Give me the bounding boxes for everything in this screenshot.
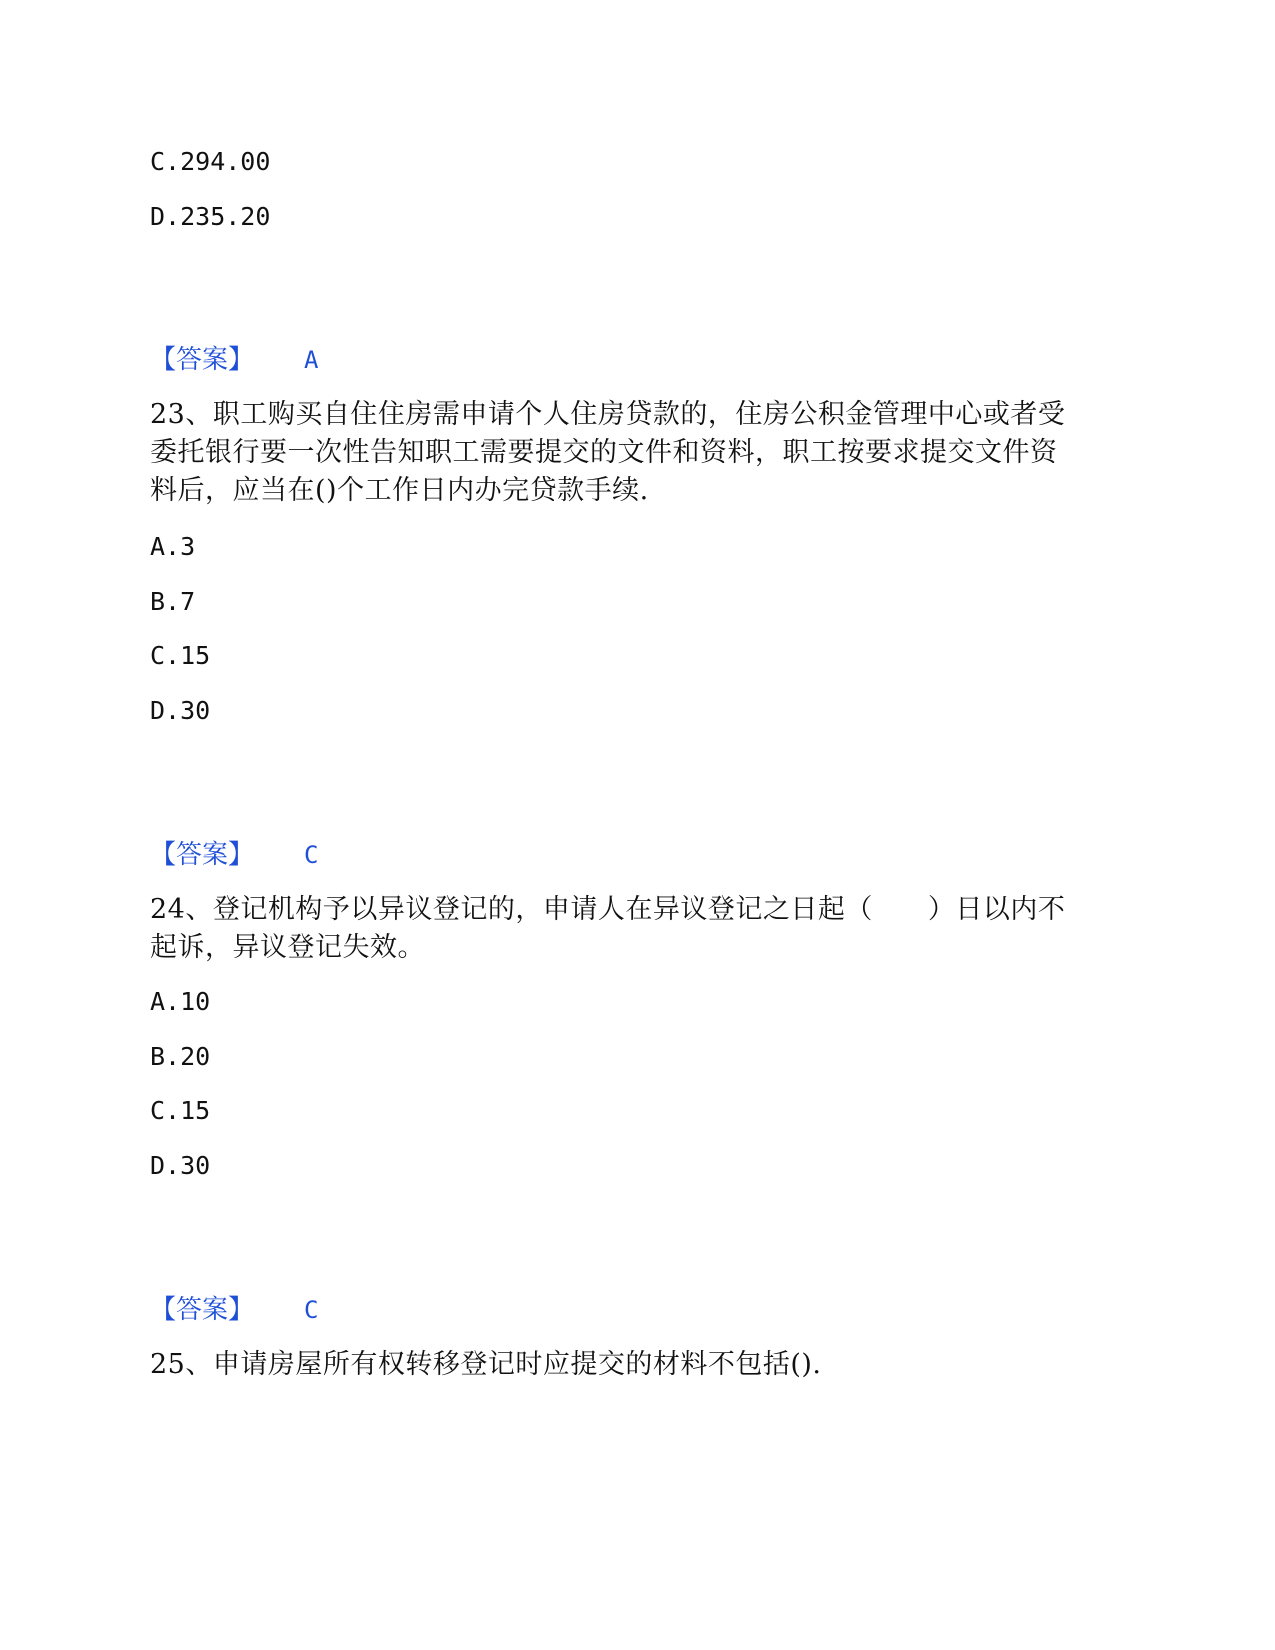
option-c: C.15 [150, 1096, 211, 1125]
answer-value: C [304, 1296, 319, 1324]
option-c: C.15 [150, 641, 211, 670]
answer-row [150, 1292, 318, 1328]
option-d: D.30 [150, 1151, 211, 1180]
option-a: A.10 [150, 987, 211, 1016]
answer-label: 【答案】 [150, 345, 255, 375]
question-line: 23、职工购买自住住房需申请个人住房贷款的，住房公积金管理中心或者受 [150, 399, 1066, 430]
answer-label: 【答案】 [150, 840, 255, 870]
question-line: 24、登记机构予以异议登记的，申请人在异议登记之日起（ ）日以内不 [150, 894, 1066, 925]
option-b: B.7 [150, 587, 196, 616]
question-line: 25、申请房屋所有权转移登记时应提交的材料不包括(). [150, 1349, 822, 1380]
option-d: D.30 [150, 696, 211, 725]
answer-value: A [304, 346, 319, 374]
question-line: 起诉，异议登记失效。 [150, 932, 425, 963]
question-24-stem [150, 891, 1110, 967]
answer-row [150, 837, 318, 873]
option-a: A.3 [150, 532, 196, 561]
question-line: 料后，应当在()个工作日内办完贷款手续. [150, 475, 649, 506]
answer-value: C [304, 841, 319, 869]
option-b: B.20 [150, 1042, 211, 1071]
question-23-stem [150, 396, 1110, 510]
answer-label: 【答案】 [150, 1295, 255, 1325]
question-25-stem [150, 1346, 1110, 1384]
option-c: C.294.00 [150, 147, 271, 176]
answer-row [150, 342, 318, 378]
question-line: 委托银行要一次性告知职工需要提交的文件和资料，职工按要求提交文件资 [150, 437, 1058, 468]
option-d: D.235.20 [150, 202, 271, 231]
